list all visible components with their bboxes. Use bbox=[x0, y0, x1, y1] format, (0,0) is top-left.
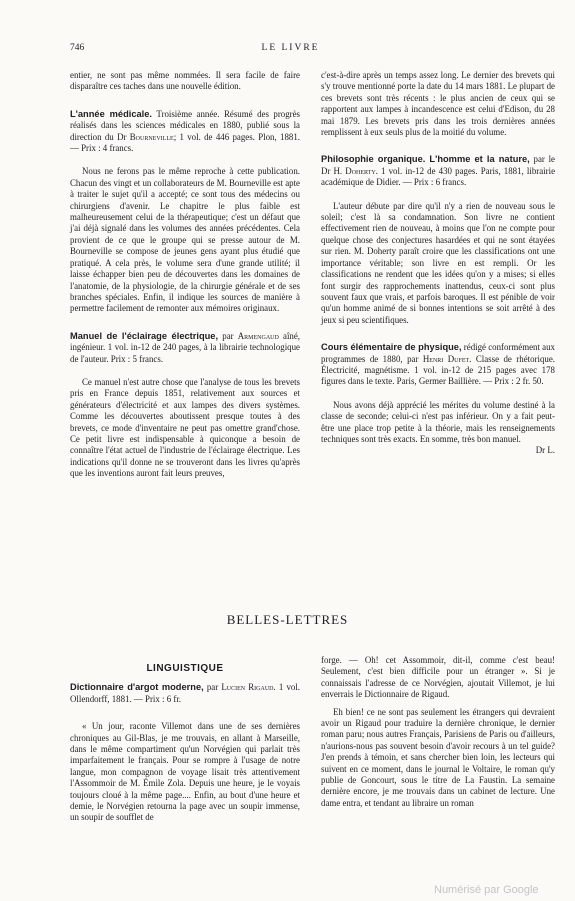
digitization-watermark: Numérisé par Google bbox=[434, 884, 539, 896]
entry-author: Lucien Rigaud bbox=[221, 682, 274, 693]
entry-author: Henri Dufet bbox=[422, 353, 470, 364]
entry-title: Dictionnaire d'argot moderne, bbox=[70, 682, 204, 693]
entry-title: Manuel de l'éclairage électrique, bbox=[70, 330, 219, 341]
reviewer-signature: Dr L. bbox=[535, 445, 555, 456]
review-text: Ce manuel n'est autre chose que l'analyse de tous les brevets pris en France depuis 1851, relativement aux sources et générateurs d'électricité et aux lampes des divers systèmes. Comme les découvertes aboutissent presque toutes à des brevets, ce mode d'inventaire ne peut pas omettre grand'chose. Ce petit livre est indispensable à quiconque a besoin de connaître l'état actuel de l'industrie de l'éclairage électrique. Les indications qu'il donne ne se trouveront dans les livres qu'après que les inventions auront fait leurs preuves, bbox=[70, 376, 300, 479]
entry-bibliography: Dictionnaire d'argot moderne, par Lucien Rigaud. 1 vol. Ollendorff, 1881. — Prix : 6 fr. bbox=[70, 682, 300, 704]
entry-bibliography: Philosophie organique. L'homme et la nature, par le Dr H. Doherty. 1 vol. in-12 de 430 pages. Paris, 1881, librairie académique de Didier. — Prix : 6 francs. bbox=[321, 154, 556, 188]
continued-paragraph: forge. — Oh! cet Assommoir, dit-il, comme c'est beau! Seulement, c'est bien difficile pour un étranger ». Si je connaissais l'adresse de ce Norvégien, ajoutait Villemot, je lui enverrais le Dictionnaire de Rigaud. bbox=[321, 655, 555, 700]
continued-paragraph: entier, ne sont pas même nommées. Il sera facile de faire disparaître ces taches dans une nouvelle édition. bbox=[70, 70, 300, 92]
bottom-right-column bbox=[321, 655, 555, 815]
top-left-column bbox=[70, 70, 300, 486]
page-number: 746 bbox=[70, 43, 85, 53]
review-text: Nous avons déjà apprécié les mérites du volume destiné à la classe de seconde; celui-ci n'est pas inférieur. On y a fait peut-être une place trop petite à la théorie, mais les renseignements techniques sont très exacts. En somme, très bon manuel. Dr L. bbox=[321, 399, 555, 456]
entry-bibliography: Manuel de l'éclairage électrique, par Armengaud aîné, ingénieur. 1 vol. in-12 de 240 pages, à la librairie technologique de l'auteur. Prix : 5 francs. bbox=[70, 330, 301, 364]
review-text: « Un jour, raconte Villemot dans une de ses dernières chroniques au Gil-Blas, je me trouvais, en allant à Marseille, dans le même compartiment qu'un Norvégien qui parlait très imparfaitement le français. Pour se rompre à l'usage de notre langue, mon compagnon de voyage lisait très attentivement l'Assommoir de M. Émile Zola. Depuis une heure, je le voyais toujours cloué à la même page.... Enfin, au bout d'une heure et demie, le Norvégien retourna la page avec un soupir immense, un soupir de soufflet de bbox=[70, 721, 300, 823]
entry-author: H. Doherty bbox=[333, 165, 376, 176]
entry-bibliography: L'année médicale. Troisième année. Résumé des progrès réalisés dans les sciences médicales en 1880, publié sous la direction du Dr Bourneville; 1 vol. de 446 pages. Plon, 1881. — Prix : 4 francs. bbox=[70, 108, 301, 154]
entry-author: Armengaud bbox=[237, 330, 279, 341]
running-title: LE LIVRE bbox=[261, 43, 320, 53]
entry-author: Bourneville bbox=[129, 131, 174, 142]
top-right-column bbox=[321, 70, 555, 463]
entry-bibliography: Cours élémentaire de physique, rédigé conformément aux programmes de 1880, par Henri Dufet. Classe de rhétorique. Électricité, magnétisme. 1 vol. in-12 de 215 pages avec 178 figures dans le texte. Paris, Germer Baillière. — Prix : 2 fr. 50. bbox=[321, 342, 555, 387]
section-title: BELLES-LETTRES bbox=[226, 612, 349, 627]
entry-title: L'année médicale. bbox=[70, 108, 153, 119]
continued-paragraph: c'est-à-dire après un temps assez long. Le dernier des brevets qui s'y trouve mentionné porte la date du 14 mars 1881. Le plupart de ces brevets sont très récents : le plus ancien de ceux qui se rapportent aux lampes à incandescence est celui d'Edison, du 28 mai 1879. Les brevets pris dans les trois dernières années remplissent à eux seuls plus de la moitié du volume. bbox=[321, 70, 555, 138]
subsection-title: LINGUISTIQUE bbox=[146, 663, 224, 674]
review-text: Nous ne ferons pas le même reproche à cette publication. Chacun des vingt et un collaborateurs de M. Bourneville est apte à traiter le sujet qu'il a accepté; ce sont tous des médecins ou chirurgiens d'avenir. Le chapitre le plus faible est malheureusement celui de la thérapeutique; c'est un défaut que j'ai déjà signalé dans les volumes des années précédentes. Cela provient de ce que le groupe qui se presse autour de M. Bourneville se compose de jeunes gens ayant plus étudié que pratiqué. A cela près, le volume sera d'une grande utilité; il laisse échapper bien peu de découvertes dans les domaines de l'anatomie, de la physiologie, de la chirurgie générale et de ses branches spéciales. Enfin, il indique les sources de manière à permettre facilement de remonter aux mémoires originaux. bbox=[70, 166, 300, 314]
running-header bbox=[70, 43, 511, 57]
bottom-left-column bbox=[70, 655, 300, 830]
entry-title: Philosophie organique. L'homme et la nature, bbox=[321, 154, 530, 165]
review-text: L'auteur débute par dire qu'il n'y a rien de nouveau sous le soleil; c'est là sa condamnation. Son livre ne contient effectivement rien de nouveau, à moins que l'on ne compte pour quelque chose des conjectures hasardées et qui ne sont étayées sur rien. M. Doherty paraît croire que les classifications ont une importance véritable; son livre en est rempli. Or les classifications ne rendent que les idées qu'on y a mises; si elles font surgir des rapprochements inattendus, ceux-ci sont plus souvent faux que vrais, et parfois baroques. Il est pénible de voir qu'un homme animé de si bonnes intentions se soit arrêté à des jeux si peu scientifiques. bbox=[321, 200, 555, 325]
entry-title: Cours élémentaire de physique, bbox=[321, 342, 462, 353]
review-text: Eh bien! ce ne sont pas seulement les étrangers qui devraient avoir un Rigaud pour traduire la dernière chronique, le dernier roman paru; nous autres Français, Parisiens de Paris ou d'ailleurs, n'aurions-nous pas souvent besoin d'avoir recours à un tel guide? J'en prends à témoin, et sans chercher bien loin, les lecteurs qui suivent en ce moment, dans le journal le Voltaire, le roman qu'y publie de Goncourt, sous le titre de La Faustin. La semaine dernière encore, je me trouvais dans un cabinet de lecture. Une dame entra, et tendant au libraire un roman bbox=[321, 706, 555, 808]
